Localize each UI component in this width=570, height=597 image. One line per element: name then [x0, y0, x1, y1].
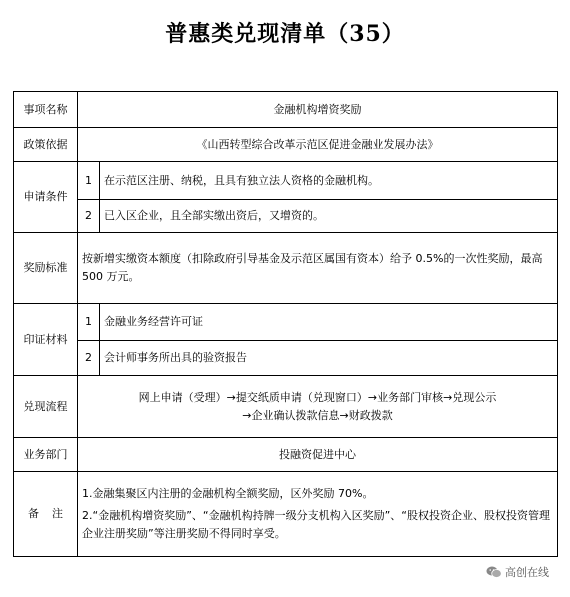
notes-label-left: 备 — [28, 507, 39, 520]
label-notes — [14, 472, 78, 557]
material-text: 会计师事务所出具的验资报告 — [100, 341, 558, 376]
process-line-2: →企业确认拨款信息→财政拨款 — [242, 408, 393, 422]
value-reward-standard: 按新增实缴资本额度（扣除政府引导基金及示范区属国有资本）给予 0.5%的一次性奖励，最高 500 万元。 — [78, 233, 558, 304]
row-notes — [14, 472, 558, 557]
label-materials: 印证材料 — [14, 304, 78, 376]
row-reward-standard — [14, 233, 558, 304]
watermark — [483, 563, 552, 581]
note-line-1: 1.金融集聚区内注册的金融机构全额奖励，区外奖励 70%。 — [82, 487, 374, 500]
row-material-1 — [14, 304, 558, 341]
page-title: 普惠类兑现清单（35） — [165, 21, 405, 47]
label-conditions: 申请条件 — [14, 162, 78, 233]
row-policy-basis — [14, 128, 558, 162]
redemption-list-table — [13, 91, 558, 557]
value-process — [78, 376, 558, 438]
condition-number: 1 — [78, 162, 100, 200]
material-number: 1 — [78, 304, 100, 341]
label-department: 业务部门 — [14, 438, 78, 472]
watermark-text: 高创在线 — [505, 566, 549, 579]
note-line-2: 2.“金融机构增资奖励”、“金融机构持牌一级分支机构入区奖励”、“股权投资企业、股权投资管理企业注册奖励”等注册奖励不得同时享受。 — [82, 509, 550, 540]
notes-label-right: 注 — [52, 507, 63, 520]
row-condition-2 — [14, 200, 558, 233]
material-text: 金融业务经营许可证 — [100, 304, 558, 341]
row-condition-1 — [14, 162, 558, 200]
value-department: 投融资促进中心 — [78, 438, 558, 472]
label-reward-standard: 奖励标准 — [14, 233, 78, 304]
label-item-name: 事项名称 — [14, 92, 78, 128]
value-notes — [78, 472, 558, 557]
value-item-name: 金融机构增资奖励 — [78, 92, 558, 128]
label-policy-basis: 政策依据 — [14, 128, 78, 162]
row-process — [14, 376, 558, 438]
condition-text: 在示范区注册、纳税，且具有独立法人资格的金融机构。 — [100, 162, 558, 200]
condition-text: 已入区企业，且全部实缴出资后，又增资的。 — [100, 200, 558, 233]
label-process: 兑现流程 — [14, 376, 78, 438]
process-line-1: 网上申请（受理）→提交纸质申请（兑现窗口）→业务部门审核→兑现公示 — [138, 390, 497, 404]
value-policy-basis: 《山西转型综合改革示范区促进金融业发展办法》 — [78, 128, 558, 162]
condition-number: 2 — [78, 200, 100, 233]
material-number: 2 — [78, 341, 100, 376]
row-material-2 — [14, 341, 558, 376]
wechat-icon — [486, 565, 502, 579]
row-department — [14, 438, 558, 472]
row-item-name — [14, 92, 558, 128]
